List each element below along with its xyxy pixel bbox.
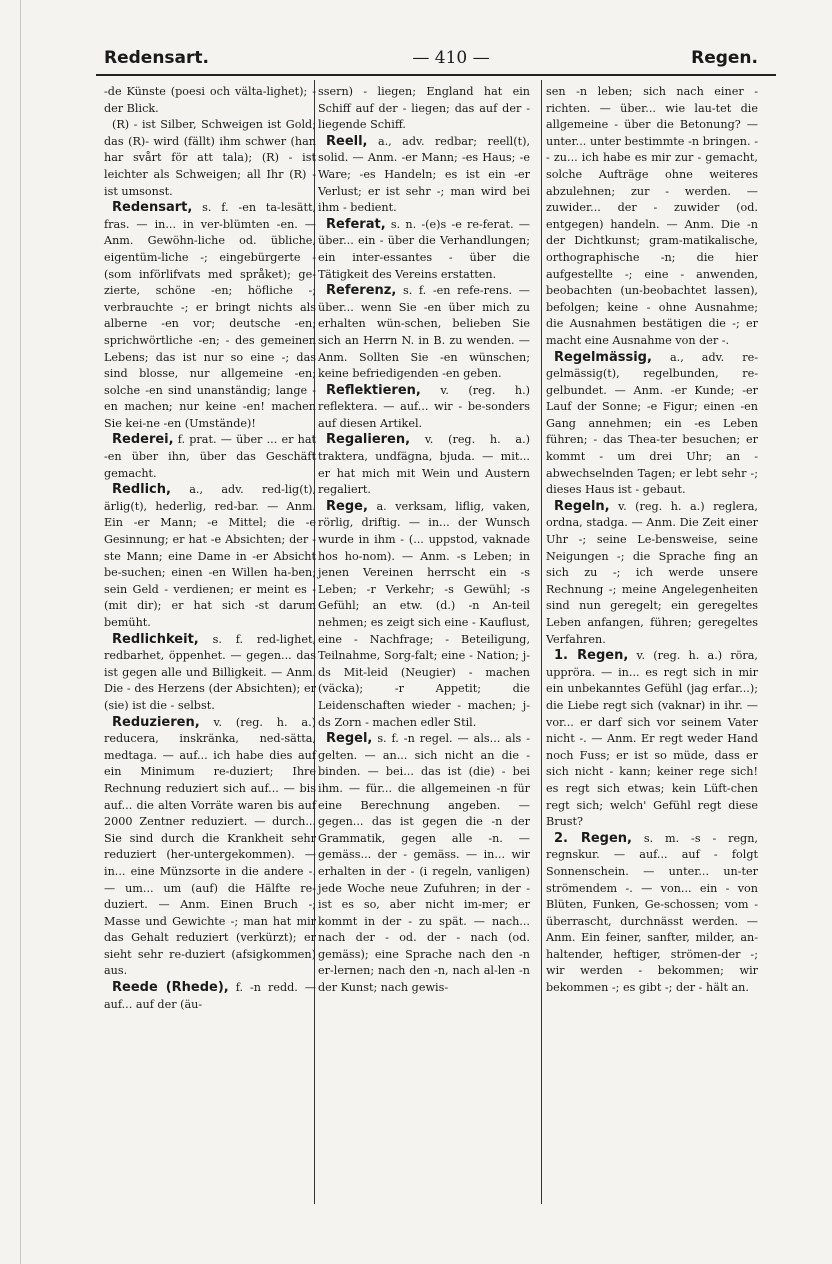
entry-text: s. n. -(e)s -e re-ferat. — über... ein - über die Verhandlungen; ein inter-essantes - über die Tätigkeit des Vereins erstatten. bbox=[318, 217, 530, 281]
entry-text: (R) - ist Silber, Schweigen ist Gold; das (R)- wird (fällt) ihm schwer (han har svårt för att tala); (R) - ist leichter als Schweigen; all Ihr (R) -ist umsonst. bbox=[104, 118, 316, 198]
entry-text: f. prat. — über ... er hat -en über ihn, über das Geschäft gemacht. bbox=[104, 433, 316, 480]
entry-text: a., adv. redbar; reell(t), solid. — Anm. -er Mann; -es Haus; -e Ware; -es Handeln; es ist ein -er Verlust; er ist sehr -; man wird bei ihm - bedient. bbox=[318, 134, 530, 215]
dictionary-entry bbox=[104, 84, 316, 117]
column-3 bbox=[546, 84, 758, 997]
column-2 bbox=[318, 84, 530, 997]
dictionary-entry bbox=[318, 731, 530, 997]
dictionary-entry bbox=[318, 283, 530, 383]
headword: Redlichkeit, bbox=[112, 631, 199, 647]
entry-text: v. (reg. h. a.) traktera, undfägna, bjuda. — mit... er hat mich mit Wein und Austern regaliert. bbox=[318, 433, 530, 497]
headword: Referenz, bbox=[326, 283, 397, 299]
headword: Redensart, bbox=[112, 200, 193, 216]
headword: Rege, bbox=[326, 498, 368, 514]
dictionary-entry bbox=[546, 84, 758, 350]
scan-edge bbox=[20, 0, 21, 1264]
entry-text: v. (reg. h. a.) röra, uppröra. — in... es regt sich in mir ein unbekanntes Gefühl (jag erfar...); die Liebe regt sich (vaknar) in ihr. — vor... er darf sich vor seinem Vater nicht -. — Anm. Er regt weder Hand noch Fuss; er ist so müde, dass er sich nicht - kann; keiner rege sich! es regt sich etwas; kein Lüft-chen regt sich; welch' Gefühl regt diese Brust? bbox=[546, 649, 758, 829]
column-divider bbox=[541, 80, 542, 1204]
entry-text: sen -n leben; sich nach einer - richten. — über... wie lau-tet die allgemeine - über die Betonung? — unter... unter bestimmte -n bringen. - - zu... ich habe es mir zur - gemacht, solche Aufträge ohne weiteres abzulehnen; zur - werden. — zuwider... der - zuwider (od. entgegen) handeln. — Anm. Die -n der Dichtkunst; gram-matikalische, orthographische -n; die hier aufgestellte -; eine - anwenden, beobachten (un-beobachtet lassen), befolgen; keine - ohne Ausnahme; die Ausnahmen bestätigen die -; er macht eine Ausnahme von der -. bbox=[546, 85, 758, 347]
entry-text: s. f. -en ta-lesätt, fras. — in... in ver-blümten -en. — Anm. Gewöhn-liche od. übliche, eigentüm-liche -; eingebürgerte - (som införlifvats med språket); ge-zierte, schöne -en; höfliche -; verbrauchte -; er bringt nichts als alberne -en vor; deutsche -en; sprichwörtliche -en; - des gemeinen Lebens; das ist nur so eine -; das sind blosse, nur allgemeine -en; solche -en sind unanständig; lange -en machen; nur keine -en! machen Sie kei-ne -en (Umstände)! bbox=[104, 201, 316, 430]
entry-text: s. f. -n regel. — als... als - gelten. — an... sich nicht an die - binden. — bei... das ist (die) - bei ihm. — für... die allgemeinen -n für eine Berechnung angeben. — gegen... das ist gegen die -n der Grammatik, gegen alle -n. — gemäss... der - gemäss. — in... wir erhalten in der - (i regeln, vanligen) jede Woche neue Zufuhren; in der - ist es so, aber nicht im-mer; er kommt in der - zu spät. — nach... nach der - od. der - nach (od. gemäss); eine Sprache nach den -n er-lernen; nach den -n, nach al-len -n der Kunst; nach gewis- bbox=[318, 732, 530, 995]
dictionary-entry bbox=[546, 350, 758, 499]
headword: Regalieren, bbox=[326, 432, 411, 448]
dictionary-entry bbox=[318, 432, 530, 498]
headword: Reduzieren, bbox=[112, 714, 200, 730]
entry-text: ssern) - liegen; England hat ein Schiff auf der - liegen; das auf der - liegende Schiff. bbox=[318, 85, 530, 132]
dictionary-entry bbox=[318, 383, 530, 433]
headword: Regelmässig, bbox=[554, 349, 652, 365]
headword: Reflektieren, bbox=[326, 382, 421, 398]
entry-text: v. (reg. h. a.) reglera, ordna, stadga. — Anm. Die Zeit einer Uhr -; seine Le-bensweise, seine Neigungen -; die Sprache fing an sich zu -; ich werde unsere Rechnung -; meine Angelegenheiten sind nun geregelt; ein geregeltes Leben anfangen, führen; geregeltes Verfahren. bbox=[546, 499, 758, 646]
headword: Reede (Rhede), bbox=[112, 980, 229, 996]
dictionary-entry bbox=[104, 980, 316, 1013]
entry-text: s. f. -en refe-rens. — über... wenn Sie -en über mich zu erhalten wün-schen, belieben Sie sich an Herrn N. in B. zu wenden. — Anm. Sollten Sie -en wünschen; keine befriedigenden -en geben. bbox=[318, 284, 530, 381]
header-left-guideword: Redensart. bbox=[104, 48, 209, 68]
headword: Referat, bbox=[326, 216, 386, 232]
dictionary-entry bbox=[318, 499, 530, 731]
entry-text: v. (reg. h.) reflektera. — auf... wir - be-sonders auf diesen Artikel. bbox=[318, 383, 530, 430]
headword: Redlich, bbox=[112, 482, 171, 498]
dictionary-entry bbox=[104, 632, 316, 715]
dictionary-entry bbox=[318, 134, 530, 217]
page-header bbox=[96, 44, 776, 76]
headword: 1. Regen, bbox=[554, 648, 629, 664]
column-1 bbox=[104, 84, 316, 1013]
entry-text: a., adv. re-gelmässig(t), regelbunden, re-gelbundet. — Anm. -er Kunde; -er Lauf der Sonne; -e Figur; einen -en Gang annehmen; ein -es Leben führen; - das Thea-ter besuchen; er kommt - um drei Uhr; an - abwechselnden Tagen; er lebt sehr -; dieses Haus ist - gebaut. bbox=[546, 350, 758, 497]
entry-text: v. (reg. h. a.) reducera, inskränka, ned-sätta, medtaga. — auf... ich habe dies auf ein Minimum re-duziert; Ihre Rechnung reduziert sich auf... — bis auf... die alten Vorräte waren bis auf 2000 Zentner reduziert. — durch... Sie sind durch die Krankheit sehr reduziert (her-untergekommen). — in... eine Münzsorte in die andere -. — um... um (auf) die Hälfte re-duziert. — Anm. Einen Bruch -; Masse und Gewichte -; man hat mir das Gehalt reduziert (verkürzt); er sieht sehr re-duziert (afsigkommen) aus. bbox=[104, 715, 317, 978]
page-number: — 410 — bbox=[412, 48, 490, 68]
dictionary-entry bbox=[318, 84, 530, 134]
entry-text: a., adv. red-lig(t), ärlig(t), hederlig, red-bar. — Anm. Ein -er Mann; -e Mittel; die -e Gesinnung; er hat -e Absichten; der -ste Mann; eine Dame in -er Absicht be-suchen; einen -en Willen ha-ben; sein Geld - verdienen; er meint es - (mit dir); er hat sich -st darum bemüht. bbox=[104, 483, 316, 629]
dictionary-entry bbox=[318, 217, 530, 283]
dictionary-entry bbox=[546, 499, 758, 648]
dictionary-entry bbox=[104, 715, 316, 981]
headword: Reell, bbox=[326, 133, 368, 149]
dictionary-entry bbox=[104, 200, 316, 432]
entry-text: a. verksam, liflig, vaken, rörlig, driftig. — in... der Wunsch wurde in ihm - (... uppstod, vaknade hos ho-nom). — Anm. -s Leben; in jenen Vereinen herrscht ein -s Leben; -r Verkehr; -s Gewühl; -s Gefühl; an etw. (d.) -n An-teil nehmen; es zeigt sich eine - Kauflust, eine - Nachfrage; - Beteiligung, Teilnahme, Sorg-falt; eine - Nation; j-ds Mit-leid (Neugier) - machen (väcka); -r Appetit; die Leidenschaften wieder - machen; j-ds Zorn - machen edler Stil. bbox=[318, 499, 530, 729]
headword: Regel, bbox=[326, 731, 373, 747]
headword: Regeln, bbox=[554, 498, 610, 514]
dictionary-entry bbox=[104, 482, 316, 631]
entry-text: -de Künste (poesi och välta-lighet); -der Blick. bbox=[104, 85, 316, 115]
entry-text: s. m. -s - regn, regnskur. — auf... auf - folgt Sonnenschein. — unter... un-ter strömendem -. — von... ein - von Blüten, Funken, Ge-schossen; vom - überrascht, durchnässt werden. — Anm. Ein feiner, sanfter, milder, an-haltender, heftiger, strömen-der -; wir werden - bekommen; wir bekommen -; es gibt -; der - hält an. bbox=[546, 831, 758, 995]
entry-text: s. f. red-lighet, redbarhet, öppenhet. — gegen... das ist gegen alle und Billigkeit. — Anm. Die - des Herzens (der Absichten); er (sie) ist die - selbst. bbox=[104, 632, 316, 712]
headword: Rederei, bbox=[112, 432, 174, 448]
dictionary-entry bbox=[546, 648, 758, 831]
headword: 2. Regen, bbox=[554, 830, 632, 846]
dictionary-entry bbox=[104, 432, 316, 482]
header-right-guideword: Regen. bbox=[691, 48, 758, 68]
dictionary-entry bbox=[104, 117, 316, 200]
entry-text: f. -n redd. — auf... auf der (äu- bbox=[104, 981, 316, 1011]
dictionary-entry bbox=[546, 831, 758, 997]
